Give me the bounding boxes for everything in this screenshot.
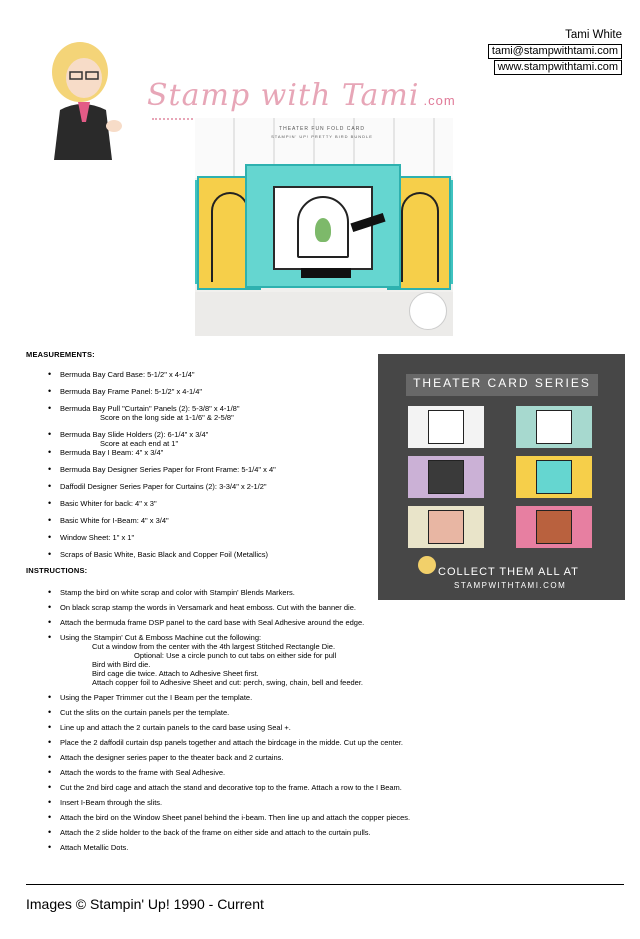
measurement-item bbox=[48, 430, 368, 448]
theater-frame bbox=[245, 164, 401, 288]
measurements-title: MEASUREMENTS: bbox=[26, 350, 95, 359]
measurement-text: Bermuda Bay Designer Series Paper for Front Frame: 5-1/4" x 4" bbox=[60, 465, 276, 474]
instruction-text: Attach the bird on the Window Sheet panel behind the i-beam. Then line up and attach the copper pieces. bbox=[60, 813, 411, 822]
measurement-text: Bermuda Bay Card Base: 5-1/2" x 4-1/4" bbox=[60, 370, 195, 379]
measurement-text: Bermuda Bay Frame Panel: 5-1/2" x 4-1/4" bbox=[60, 387, 203, 396]
measurement-item bbox=[48, 550, 368, 559]
instructions-list bbox=[48, 588, 608, 852]
instruction-item bbox=[48, 603, 608, 612]
curtain-arch bbox=[401, 192, 439, 282]
instruction-item bbox=[48, 798, 608, 807]
instruction-text: Attach Metallic Dots. bbox=[60, 843, 129, 852]
thumb-window bbox=[536, 410, 572, 444]
measurement-text: Daffodil Designer Series Paper for Curtains (2): 3-3/4" x 2-1/2" bbox=[60, 482, 267, 491]
measurement-item bbox=[48, 465, 368, 474]
series-card-thumb bbox=[408, 456, 484, 498]
instruction-substep: Attach copper foil to Adhesive Sheet and cut: perch, swing, chain, bell and feeder. bbox=[92, 678, 364, 687]
measurement-item bbox=[48, 448, 368, 457]
logo-suffix: .com bbox=[423, 93, 456, 108]
photo-caption-title: THEATER FUN FOLD CARD bbox=[279, 126, 365, 132]
instruction-item bbox=[48, 783, 608, 792]
measurement-subtext: Score at each end at 1" bbox=[100, 439, 179, 448]
photo-caption-sub: STAMPIN' UP! PRETTY BIRD BUNDLE bbox=[271, 134, 373, 139]
measurement-text: Basic White for I-Beam: 4" x 3/4" bbox=[60, 516, 169, 525]
instruction-text: Attach the 2 slide holder to the back of the frame on either side and attach to the curtain pulls. bbox=[60, 828, 371, 837]
instruction-item bbox=[48, 843, 608, 852]
instruction-text: Attach the designer series paper to the theater back and 2 curtains. bbox=[60, 753, 284, 762]
thumb-window bbox=[428, 460, 464, 494]
thumb-window bbox=[536, 460, 572, 494]
measurement-text: Scraps of Basic White, Basic Black and Copper Foil (Metallics) bbox=[60, 550, 268, 559]
instruction-substep: Bird cage die twice. Attach to Adhesive Sheet first. bbox=[92, 669, 259, 678]
footer-rule bbox=[26, 884, 624, 885]
series-card-thumb bbox=[408, 406, 484, 448]
measurement-text: Basic Whiter for back: 4" x 3" bbox=[60, 499, 157, 508]
instruction-text: Line up and attach the 2 curtain panels to the card base using Seal +. bbox=[60, 723, 291, 732]
instruction-text: Cut the slits on the curtain panels per the template. bbox=[60, 708, 230, 717]
thumb-window bbox=[428, 510, 464, 544]
measurement-text: Bermuda Bay Slide Holders (2): 6-1/4" x 3/4" bbox=[60, 430, 209, 439]
instruction-substep: Bird with Bird die. bbox=[92, 660, 151, 669]
bird bbox=[315, 218, 331, 242]
instruction-text: Using the Paper Trimmer cut the I Beam per the template. bbox=[60, 693, 253, 702]
instruction-item bbox=[48, 768, 608, 777]
card-photo bbox=[195, 118, 453, 336]
measurement-item bbox=[48, 499, 368, 508]
instruction-item bbox=[48, 693, 608, 702]
instruction-item bbox=[48, 753, 608, 762]
footer-copyright: Images © Stampin' Up! 1990 - Current bbox=[26, 896, 264, 912]
instruction-text: Attach the words to the frame with Seal Adhesive. bbox=[60, 768, 226, 777]
instruction-item bbox=[48, 633, 608, 687]
instruction-item bbox=[48, 618, 608, 627]
instruction-text: Using the Stampin' Cut & Emboss Machine cut the following: bbox=[60, 633, 262, 642]
measurement-item bbox=[48, 387, 368, 396]
watermark-stamp bbox=[409, 292, 447, 330]
series-url: STAMPWITHTAMI.COM bbox=[454, 581, 567, 590]
logo-text: Stamp with Tami bbox=[147, 78, 420, 113]
measurement-item bbox=[48, 370, 368, 379]
instruction-text: Place the 2 daffodil curtain dsp panels together and attach the birdcage in the midde. Cut up the center. bbox=[60, 738, 404, 747]
contact-email-link[interactable]: tami@stampwithtami.com bbox=[488, 44, 622, 59]
thumb-window bbox=[428, 410, 464, 444]
instruction-text: On black scrap stamp the words in Versamark and heat emboss. Cut with the banner die. bbox=[60, 603, 356, 612]
instruction-substep: Cut a window from the center with the 4th largest Stitched Rectangle Die. bbox=[92, 642, 336, 651]
series-card-thumb bbox=[408, 506, 484, 548]
instruction-text: Insert I-Beam through the slits. bbox=[60, 798, 163, 807]
theater-card-series-image bbox=[378, 354, 625, 600]
instructions-title: INSTRUCTIONS: bbox=[26, 566, 88, 575]
instruction-text: Attach the bermuda frame DSP panel to the card base with Seal Adhesive around the edge. bbox=[60, 618, 365, 627]
instruction-substep: Optional: Use a circle punch to cut tabs on either side for pull bbox=[134, 651, 337, 660]
instruction-text: Stamp the bird on white scrap and color with Stampin' Blends Markers. bbox=[60, 588, 295, 597]
measurement-item bbox=[48, 533, 368, 542]
measurement-item bbox=[48, 516, 368, 525]
contact-name: Tami White bbox=[565, 29, 622, 41]
contact-website-link[interactable]: www.stampwithtami.com bbox=[494, 60, 622, 75]
instruction-item bbox=[48, 723, 608, 732]
measurement-item bbox=[48, 404, 368, 422]
photo-caption bbox=[267, 126, 377, 139]
series-card-thumb bbox=[516, 506, 592, 548]
thumb-window bbox=[536, 510, 572, 544]
instruction-text: Cut the 2nd bird cage and attach the stand and decorative top to the frame. Attach a row to the I Beam. bbox=[60, 783, 402, 792]
instruction-item bbox=[48, 738, 608, 747]
series-collect-text: COLLECT THEM ALL AT bbox=[438, 566, 579, 578]
i-beam bbox=[301, 268, 351, 278]
measurement-item bbox=[48, 482, 368, 491]
instruction-item bbox=[48, 813, 608, 822]
mini-avatar bbox=[418, 556, 436, 574]
series-card-thumb bbox=[516, 406, 592, 448]
curtain-arch bbox=[211, 192, 249, 282]
instruction-item bbox=[48, 828, 608, 837]
series-card-thumb bbox=[516, 456, 592, 498]
instruction-item bbox=[48, 588, 608, 597]
series-title: THEATER CARD SERIES bbox=[413, 376, 591, 390]
contact-block bbox=[482, 28, 622, 75]
logo-character-illustration bbox=[42, 30, 142, 170]
measurement-text: Bermuda Bay I Beam: 4" x 3/4" bbox=[60, 448, 164, 457]
measurement-text: Bermuda Bay Pull "Curtain" Panels (2): 5-3/8" x 4-1/8" bbox=[60, 404, 240, 413]
instruction-item bbox=[48, 708, 608, 717]
logo-wordmark bbox=[147, 78, 456, 113]
measurement-text: Window Sheet: 1" x 1" bbox=[60, 533, 135, 542]
measurement-subtext: Score on the long side at 1-1/6" & 2-5/8" bbox=[100, 413, 234, 422]
measurements-list bbox=[48, 370, 368, 559]
